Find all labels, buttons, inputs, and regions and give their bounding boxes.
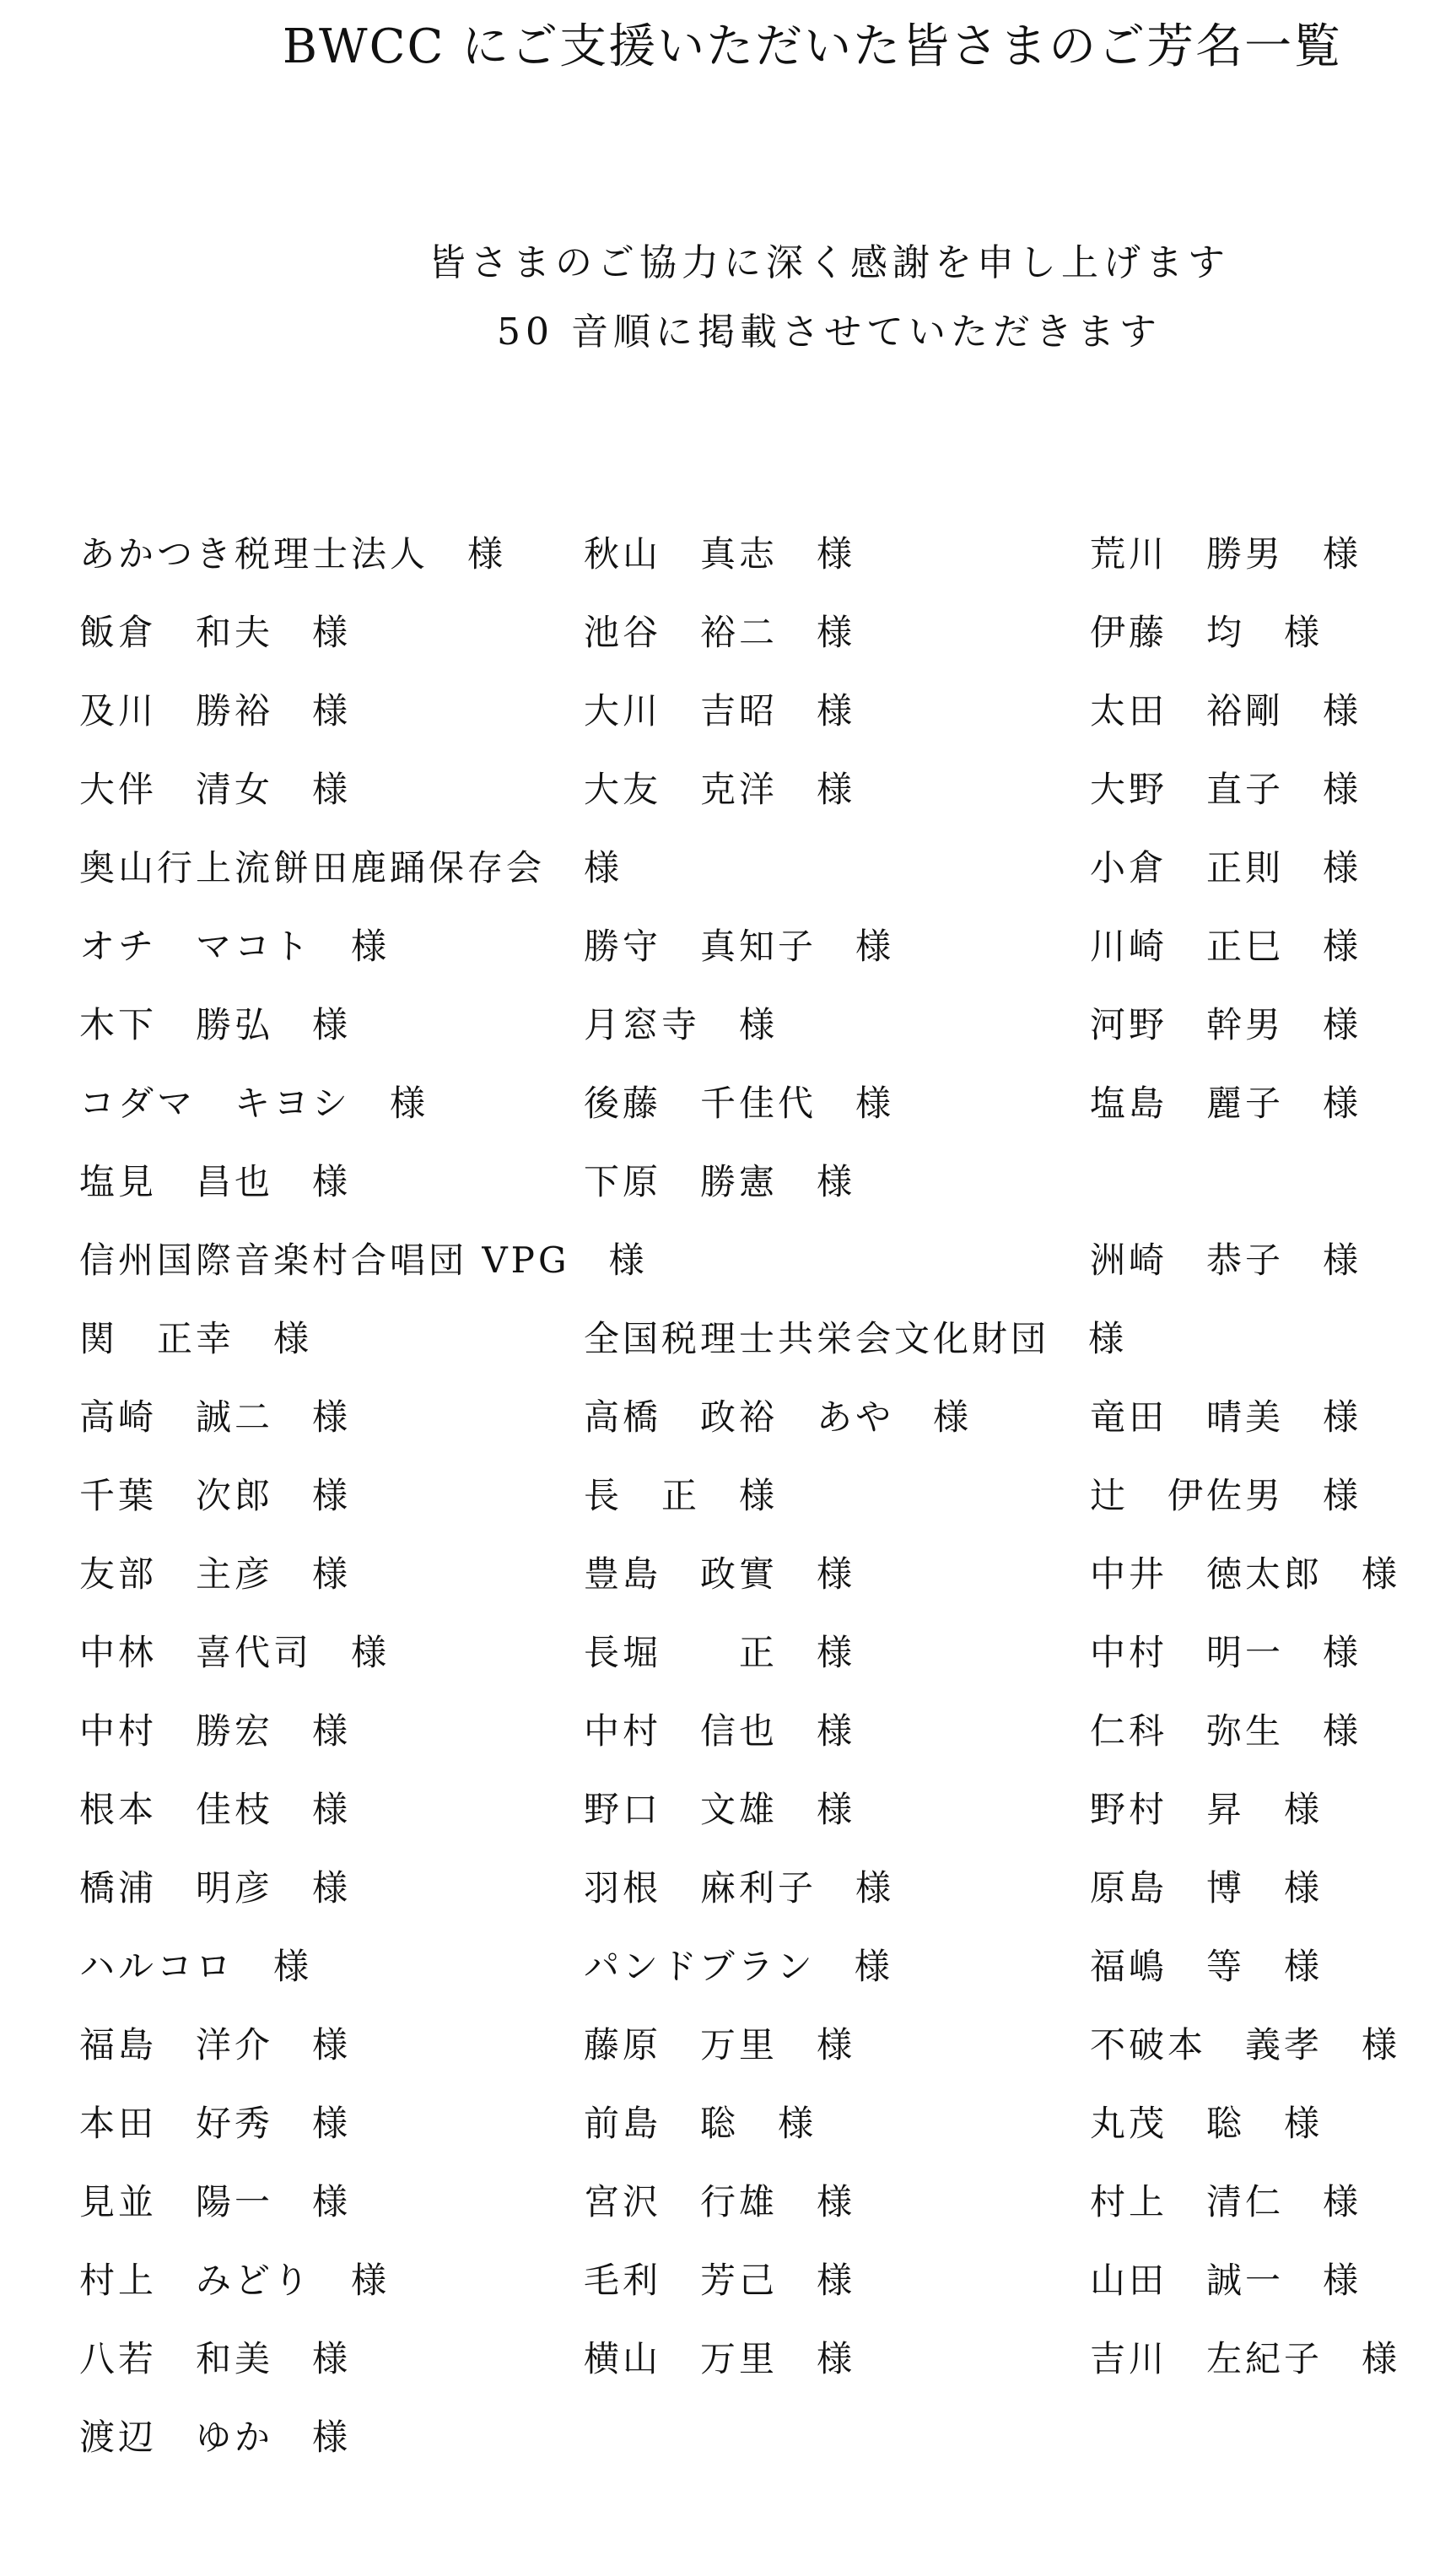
donor-name: 大川 吉昭 様 [584, 690, 856, 732]
donor-row [0, 1626, 1456, 1704]
donor-name: パンドブラン 様 [584, 1946, 893, 1987]
donor-row [0, 998, 1456, 1077]
donor-row [0, 1940, 1456, 2018]
donor-name: 伊藤 均 様 [1090, 612, 1324, 653]
donor-name: 山田 誠一 様 [1090, 2260, 1362, 2301]
donor-row [0, 527, 1456, 606]
donor-name: 豊島 政實 様 [584, 1553, 856, 1595]
donor-name: 信州国際音楽村合唱団 VPG 様 [79, 1239, 648, 1281]
donor-name: 根本 佳枝 様 [79, 1789, 352, 1830]
donor-name: 千葉 次郎 様 [79, 1475, 352, 1516]
donor-name: 宮沢 行雄 様 [584, 2181, 856, 2222]
donor-name: 吉川 左紀子 様 [1090, 2338, 1401, 2379]
donor-name: 前島 聡 様 [584, 2103, 817, 2144]
subtitle-order-note: 50 音順に掲載させていただきます [497, 311, 1162, 354]
donor-row [0, 1547, 1456, 1626]
donor-name: 秋山 真志 様 [584, 533, 856, 575]
donor-name: 原島 博 様 [1090, 1867, 1324, 1909]
donor-row [0, 2332, 1456, 2411]
donor-name: 飯倉 和夫 様 [79, 612, 352, 653]
donor-name: ハルコロ 様 [79, 1946, 313, 1987]
donor-row [0, 1155, 1456, 1234]
donor-name: 大友 克洋 様 [584, 769, 856, 810]
donor-name: 本田 好秀 様 [79, 2103, 352, 2144]
donor-row [0, 841, 1456, 920]
donor-name: 下原 勝憲 様 [584, 1161, 856, 1202]
donor-name: 池谷 裕二 様 [584, 612, 856, 653]
donor-name: 野口 文雄 様 [584, 1789, 856, 1830]
donor-name: 竜田 晴美 様 [1090, 1396, 1362, 1438]
donor-row [0, 1861, 1456, 1940]
donor-name: 福島 洋介 様 [79, 2024, 352, 2066]
donor-name: 勝守 真知子 様 [584, 926, 895, 967]
donor-name: 全国税理士共栄会文化財団 様 [584, 1318, 1128, 1359]
donor-name: 木下 勝弘 様 [79, 1004, 352, 1045]
donor-name: 荒川 勝男 様 [1090, 533, 1362, 575]
donor-row [0, 2018, 1456, 2097]
donor-row [0, 920, 1456, 998]
donor-name: 中村 勝宏 様 [79, 1710, 352, 1752]
donor-name: オチ マコト 様 [79, 926, 391, 967]
donor-name: 後藤 千佳代 様 [584, 1083, 895, 1124]
donor-name: 及川 勝裕 様 [79, 690, 352, 732]
donor-row [0, 1469, 1456, 1547]
donor-row [0, 1077, 1456, 1155]
donor-name: 中林 喜代司 様 [79, 1632, 391, 1673]
donor-name: 太田 裕剛 様 [1090, 690, 1362, 732]
donor-name: 月窓寺 様 [584, 1004, 779, 1045]
donor-name: 横山 万里 様 [584, 2338, 856, 2379]
donor-row [0, 606, 1456, 684]
donor-name: 橋浦 明彦 様 [79, 1867, 352, 1909]
donor-name: 大伴 清女 様 [79, 769, 352, 810]
donor-name: 友部 主彦 様 [79, 1553, 352, 1595]
donor-name: 小倉 正則 様 [1090, 847, 1362, 888]
donor-name: 川崎 正巳 様 [1090, 926, 1362, 967]
donor-name: 中村 明一 様 [1090, 1632, 1362, 1673]
donor-row [0, 763, 1456, 841]
donor-name-list [0, 527, 1456, 2489]
donor-row [0, 1783, 1456, 1861]
donor-name: 塩見 昌也 様 [79, 1161, 352, 1202]
donor-name: あかつき税理士法人 様 [79, 533, 507, 575]
donor-name: 見並 陽一 様 [79, 2181, 352, 2222]
donor-name: 長堀 正 様 [584, 1632, 856, 1673]
subtitle-thanks: 皆さまのご協力に深く感謝を申し上げます [429, 241, 1230, 284]
donor-row [0, 1312, 1456, 1391]
donor-row [0, 2175, 1456, 2254]
donor-name: 羽根 麻利子 様 [584, 1867, 895, 1909]
donor-row [0, 1391, 1456, 1469]
donor-name: 高橋 政裕 あや 様 [584, 1396, 973, 1438]
donor-name: 長 正 様 [584, 1475, 779, 1516]
donor-name: 河野 幹男 様 [1090, 1004, 1362, 1045]
donor-name: 藤原 万里 様 [584, 2024, 856, 2066]
donor-name: 渡辺 ゆか 様 [79, 2417, 352, 2458]
donor-row [0, 2411, 1456, 2489]
donor-name: 中村 信也 様 [584, 1710, 856, 1752]
donor-name: 辻 伊佐男 様 [1090, 1475, 1362, 1516]
donor-name: 仁科 弥生 様 [1090, 1710, 1362, 1752]
donor-name: 洲崎 恭子 様 [1090, 1239, 1362, 1281]
donor-name: 八若 和美 様 [79, 2338, 352, 2379]
donor-name: 高崎 誠二 様 [79, 1396, 352, 1438]
donor-name: 福嶋 等 様 [1090, 1946, 1324, 1987]
donor-row [0, 2097, 1456, 2175]
donor-name: 大野 直子 様 [1090, 769, 1362, 810]
donor-row [0, 684, 1456, 763]
donor-row [0, 1234, 1456, 1312]
donor-name: 関 正幸 様 [79, 1318, 313, 1359]
donor-name: 塩島 麗子 様 [1090, 1083, 1362, 1124]
donor-name: 毛利 芳己 様 [584, 2260, 856, 2301]
donor-name: 不破本 義孝 様 [1090, 2024, 1401, 2066]
donor-row [0, 2254, 1456, 2332]
donor-name: 奥山行上流餅田鹿踊保存会 様 [79, 847, 623, 888]
donor-name: 野村 昇 様 [1090, 1789, 1324, 1830]
donor-row [0, 1704, 1456, 1783]
donor-name: 村上 みどり 様 [79, 2260, 391, 2301]
donor-name: 村上 清仁 様 [1090, 2181, 1362, 2222]
donor-name: コダマ キヨシ 様 [79, 1083, 429, 1124]
page-title: BWCC にご支援いただいた皆さまのご芳名一覧 [282, 19, 1343, 74]
donor-name: 丸茂 聡 様 [1090, 2103, 1324, 2144]
donor-name: 中井 徳太郎 様 [1090, 1553, 1401, 1595]
